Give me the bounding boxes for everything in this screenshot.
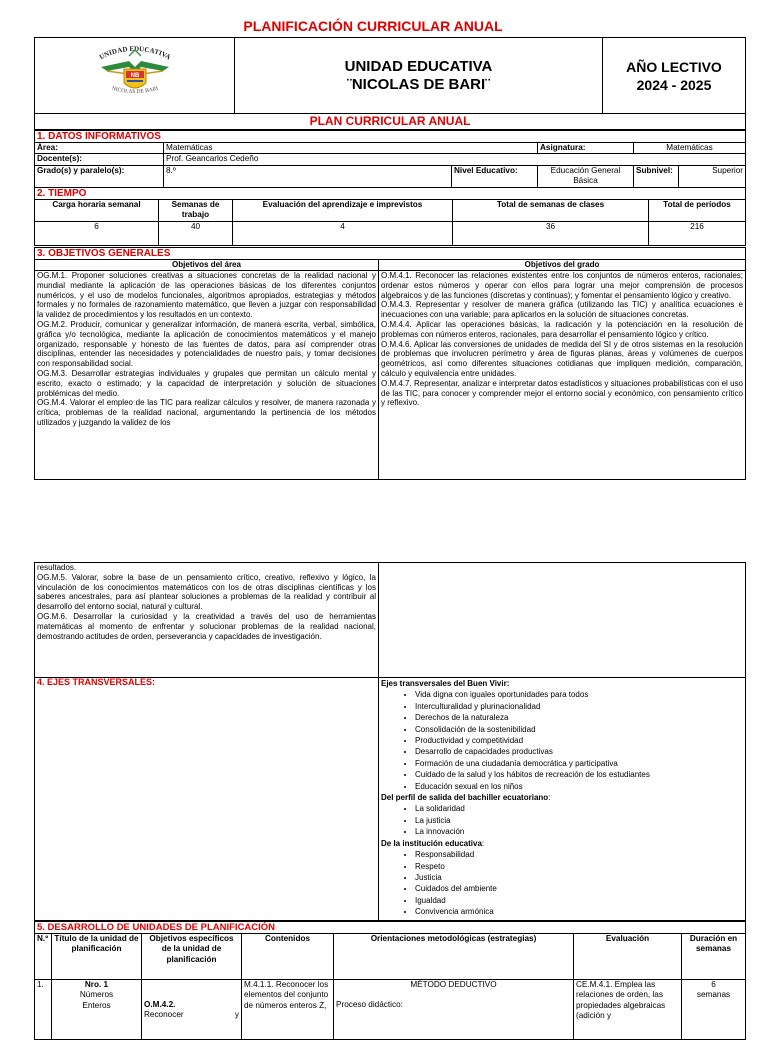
unit-duration-number: 6 [711,980,716,989]
svg-text:NICOLAS DE BARI: NICOLAS DE BARI [110,85,159,95]
numero-header: N.º [35,934,52,980]
list-item: • Convivencia armónica [415,906,743,917]
list-item: • Respeto [415,861,743,872]
list-item: • Desarrollo de capacidades productivas [415,746,743,757]
list-item: • Vida digna con iguales oportunidades para todos [415,689,743,700]
objetivo-area-item: OG.M.4. Valorar el empleo de las TIC para realizar cálculos y resolver, de manera razonada y crítica, problemas de la realidad nacional, argumentando la pertinencia de los métodos utilizados y juzgando la validez de los [37,398,376,427]
list-item: • Responsabilidad [415,849,743,860]
objetivo-grado-item: O.M.4.7. Representar, analizar e interpretar datos estadísticos y situaciones probabilísticas con el uso de las TIC, para conocer y comprender mejor el entorno social y económico, con pensamiento crítico y reflexivo. [381,378,743,408]
list-item: • Derechos de la naturaleza [415,712,743,723]
school-name-line1: UNIDAD EDUCATIVA [344,57,493,75]
objetivos-grado-continued [379,563,746,678]
unit-method-text: Proceso didáctico: [336,1000,403,1010]
list-item: • La solidaridad [415,803,743,814]
buen-vivir-title: Ejes transversales del Buen Vivir: [381,679,510,688]
datos-table [34,130,746,188]
perfil-title: Del perfil de salida del bachiller ecuatoriano [381,793,549,803]
list-item: • Cuidados del ambiente [415,883,743,894]
table-row [35,980,746,1040]
docente-label: Docente(s): [35,154,164,165]
docente-value: Prof. Geancarlos Cedeño [164,154,746,165]
nivel-label: Nivel Educativo: [452,165,538,187]
objetivos-table [34,247,746,480]
area-label: Área: [35,143,164,154]
objetivo-area-item: resultados. [37,563,77,572]
list-item: • Educación sexual en los niños [415,781,743,792]
objetivo-area-item: OG.M.1. Proponer soluciones creativas a situaciones concretas de la realidad nacional y mundial mediante la aplicación de las operaciones básicas de los diferentes conjuntos numéricos, y el uso de modelos funcionales, algoritmos apropiados, estrategias y métodos formales y no formales de razonamiento matemático, que lleven a juzgar con responsabilidad la validez de procedimientos y los resultados en un contexto. [37,271,376,320]
document-title: PLANIFICACIÓN CURRICULAR ANUAL [243,18,503,34]
objetivos-grado-list [379,271,746,480]
unit-objective-code: O.M.4.2. [144,1000,176,1009]
unit-content: M.4.1.1. Reconocer los elementos del conjunto de números enteros Z, [242,980,334,1040]
unit-number: 1. [35,980,52,1040]
institucion-title-row: De la institución educativa: [381,838,485,848]
plan-title: PLAN CURRICULAR ANUAL [35,114,746,130]
total-semanas-value: 36 [453,222,649,246]
subnivel-value: Superior [679,165,746,187]
contenidos-header: Contenidos [242,934,334,980]
total-periodos-value: 216 [649,222,746,246]
objetivos-grado-header: Objetivos del grado [379,260,746,271]
objetivo-area-item: OG.M.2. Producir, comunicar y generalizar información, de manera escrita, verbal, simbólica, gráfica y/o tecnológica, mediante la aplicación de conocimientos matemáticos y el manejo organizado, responsable y honesto de las fuentes de datos, para así comprender otras disciplinas, entender las necesidades y potencialidades de nuestro país, y tomar decisiones con responsabilidad social. [37,319,376,369]
asignatura-label: Asignatura: [538,143,634,154]
unit-objective-cell [142,980,242,1040]
unit-method-cell [334,980,574,1040]
school-logo [77,41,193,105]
evaluacion-header: Evaluación del aprendizaje e imprevistos [233,200,453,222]
section-datos-title: 1. DATOS INFORMATIVOS [35,131,746,143]
header-table [34,37,746,130]
school-year-value: 2024 - 2025 [636,76,712,93]
unit-title-text: Números Enteros [79,990,114,1010]
total-periodos-header: Total de períodos [649,200,746,222]
unit-duration-unit: semanas [696,990,731,1000]
svg-text:UNIDAD EDUCATIVA: UNIDAD EDUCATIVA [97,44,172,62]
objetivo-area-item: OG.M.6. Desarrollar la curiosidad y la creatividad a través del uso de herramientas matemáticas al momento de enfrentar y solucionar problemas de la realidad nacional, demostrando actitudes de orden, perseverancia y capacidades de investigación. [37,611,376,641]
objetivos-area-list [35,271,379,480]
school-name-line2: ¨NICOLAS DE BARI¨ [346,75,491,93]
evaluacion-value: 4 [233,222,453,246]
grado-value: 8.º [164,165,452,187]
list-item: • Formación de una ciudadanía democrática y participativa [415,758,743,769]
orientaciones-header: Orientaciones metodológicas (estrategias) [334,934,574,980]
unit-title-number: Nro. 1 [84,980,109,989]
perfil-title-row: Del perfil de salida del bachiller ecuatoriano: [381,793,551,803]
logo-shield-icon [124,69,146,88]
asignatura-value: Matemáticas [634,143,746,154]
unit-method-title: MÉTODO DEDUCTIVO [410,980,497,989]
school-year-label: AÑO LECTIVO [626,58,722,75]
objetivos-area-continued [35,563,379,678]
nivel-value: Educación General Básica [538,165,634,187]
section-objetivos-title: 3. OBJETIVOS GENERALES [35,248,746,260]
unit-duration-cell [682,980,746,1040]
section-ejes-title: 4. EJES TRANSVERSALES: [35,678,379,921]
institucion-list [381,849,743,917]
section-tiempo-title: 2. TIEMPO [35,188,746,200]
buen-vivir-list [381,689,743,792]
area-value: Matemáticas [164,143,538,154]
page2-table [34,562,746,921]
school-year-cell [603,38,746,114]
objetivo-grado-item: O.M.4.6. Aplicar las conversiones de unidades de medida del SI y de otros sistemas en la resolución de problemas que involucren perímetro y área de figuras planas, áreas y volúmenes de cuerpos geométricos, así como diferentes situaciones cotidianas que impliquen medición, comparación, cálculo y equivalencia entre unidades. [381,339,743,378]
ejes-content [379,678,746,921]
objetivo-grado-item: O.M.4.4. Aplicar las operaciones básicas, la radicación y la potenciación en la resolución de problemas con números enteros, racionales, para desarrollar el pensamiento lógico y crítico. [381,319,743,339]
logo-cell [35,38,235,114]
carga-horaria-header: Carga horaria semanal [35,200,159,222]
section-desarrollo-title: 5. DESARROLLO DE UNIDADES DE PLANIFICACIÓN [35,922,746,934]
objetivo-area-item: OG.M.3. Desarrollar estrategias individuales y grupales que permitan un cálculo mental y escrito, exacto o estimado; y la capacidad de interpretación y solución de situaciones problémicas del medio. [37,368,376,398]
unit-evaluation: CE.M.4.1. Emplea las relaciones de orden, las propiedades algebraicas (adición y [574,980,682,1040]
list-item: • Cuidado de la salud y los hábitos de recreación de los estudiantes [415,769,743,780]
tiempo-table [34,187,746,246]
list-item: • Interculturalidad y plurinacionalidad [415,701,743,712]
list-item: • Consolidación de la sostenibilidad [415,724,743,735]
evaluacion-header: Evaluación [574,934,682,980]
list-item: • Igualdad [415,895,743,906]
desarrollo-table [34,921,746,1040]
school-name-cell [235,38,603,114]
institucion-title: De la institución educativa [381,838,482,848]
titulo-unidad-header: Título de la unidad de planificación [52,934,142,980]
semanas-trabajo-header: Semanas de trabajo [159,200,233,222]
unit-title-cell [52,980,142,1040]
svg-text:NB: NB [130,73,139,79]
objetivos-especificos-header: Objetivos específicos de la unidad de planificación [142,934,242,980]
perfil-list [381,803,743,837]
objetivo-grado-item: O.M.4.1. Reconocer las relaciones existentes entre los conjuntos de números enteros, racionales; ordenar estos números y operar con ellos para lograr una mejor comprensión de procesos algebraicos y de las funciones (discretas y continuas); y fomentar el pensamiento lógico y creativo. [381,271,743,300]
objetivo-area-item: OG.M.5. Valorar, sobre la base de un pensamiento crítico, creativo, reflexivo y lógico, la vinculación de los conocimientos matemáticos con los de otras disciplinas científicas y los saberes ancestrales, para así plantear soluciones a problemas de la realidad y contribuir al desarrollo del entorno social, natural y cultural. [37,572,376,612]
objetivos-area-header: Objetivos del área [35,260,379,271]
list-item: • La innovación [415,826,743,837]
carga-horaria-value: 6 [35,222,159,246]
semanas-trabajo-value: 40 [159,222,233,246]
duracion-header: Duración en semanas [682,934,746,980]
list-item: • Productividad y competitividad [415,735,743,746]
list-item: • Justicia [415,872,743,883]
objetivo-grado-item: O.M.4.3. Representar y resolver de manera gráfica (utilizando las TIC) y analítica ecuaciones e inecuaciones con una variable; para aplicarlos en la solución de situaciones concretas. [381,300,743,320]
list-item: • La justicia [415,815,743,826]
grado-label: Grado(s) y paralelo(s): [35,165,164,187]
total-semanas-header: Total de semanas de clases [453,200,649,222]
subnivel-label: Subnivel: [634,165,679,187]
unit-objective-text: Reconocer y [144,1010,239,1020]
